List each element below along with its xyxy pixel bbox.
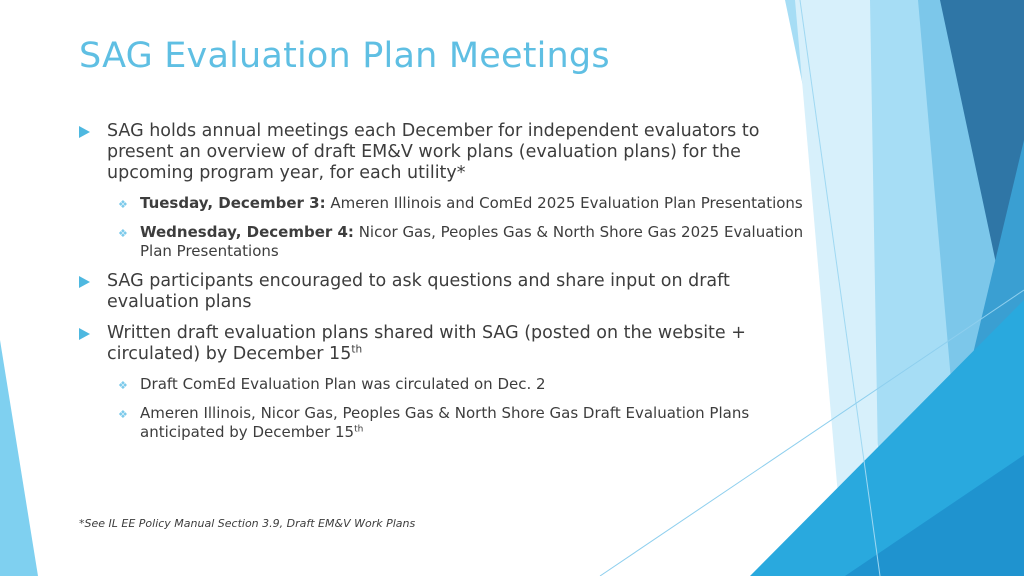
slide-title: SAG Evaluation Plan Meetings [79, 36, 610, 76]
subbullet-text: Ameren Illinois and ComEd 2025 Evaluation Plan Presentations [325, 194, 803, 212]
bullet-text: Written draft evaluation plans shared with SAG (posted on the website + circulated) by December 15 [107, 323, 746, 364]
triangle-right-icon [79, 276, 90, 288]
diamond-quad-icon: ❖ [118, 408, 128, 421]
subbullet-others [79, 404, 809, 442]
triangle-right-icon [79, 328, 90, 340]
subbullet-text: Draft ComEd Evaluation Plan was circulated on Dec. 2 [140, 375, 546, 393]
ordinal-suffix: th [351, 343, 363, 356]
subbullet-date: Wednesday, December 4: [140, 223, 354, 241]
subbullet-date: Tuesday, December 3: [140, 194, 326, 212]
bullet-text: SAG participants encouraged to ask questions and share input on draft evaluation plans [107, 271, 730, 312]
bullet-participants [79, 271, 809, 313]
subbullet-comed [79, 375, 809, 394]
footnote: *See IL EE Policy Manual Section 3.9, Draft EM&V Work Plans [79, 517, 416, 530]
subbullet-wednesday [79, 223, 809, 261]
left-edge-shape [0, 340, 38, 576]
subbullet-tuesday [79, 194, 809, 213]
triangle-right-icon [79, 126, 90, 138]
bullet-text: SAG holds annual meetings each December for independent evaluators to present an overview of draft EM&V work plans (evaluation plans) for the upcoming program year, for each utility* [107, 121, 760, 183]
diamond-quad-icon: ❖ [118, 198, 128, 211]
ordinal-suffix: th [354, 424, 364, 435]
diamond-quad-icon: ❖ [118, 379, 128, 392]
subbullet-text: Nicor Gas, Peoples Gas & North Shore Gas 2025 Evaluation Plan Presentations [140, 223, 804, 260]
bullet-written-plans [79, 323, 809, 365]
subbullet-text: Ameren Illinois, Nicor Gas, Peoples Gas & North Shore Gas Draft Evaluation Plans anticipated by December 15 [140, 404, 750, 441]
bullet-annual-meetings [79, 121, 809, 184]
bullet-list [79, 121, 809, 452]
diamond-quad-icon: ❖ [118, 227, 128, 240]
